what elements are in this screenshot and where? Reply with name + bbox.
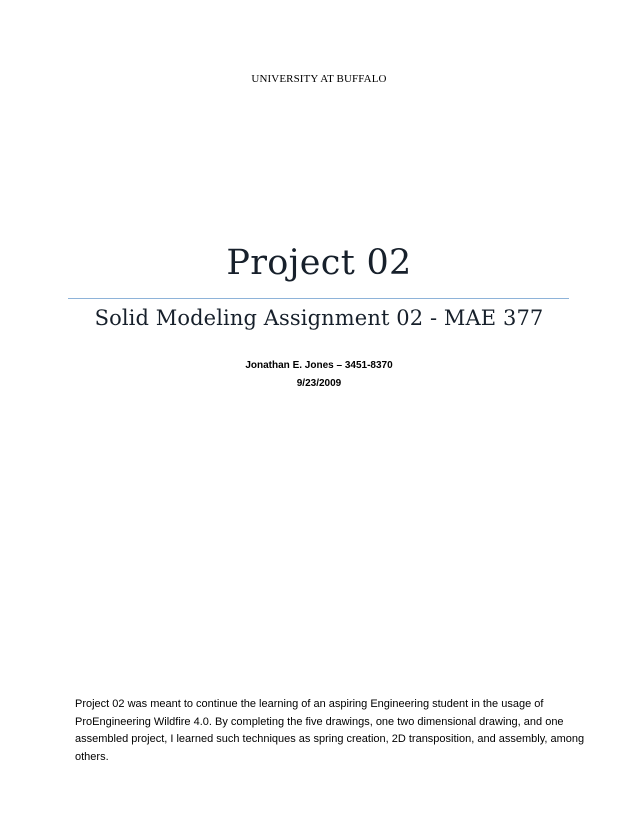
title-divider: [68, 298, 569, 299]
author-line: Jonathan E. Jones – 3451-8370: [245, 360, 393, 371]
abstract-paragraph: [75, 696, 585, 766]
abstract-line: assembled project, I learned such techniques as spring creation, 2D transposition, and assembly, among: [75, 733, 585, 745]
abstract-line: Project 02 was meant to continue the learning of an aspiring Engineering student in the usage of: [75, 698, 544, 710]
page-subtitle: Solid Modeling Assignment 02 - MAE 377: [94, 306, 544, 330]
page-title: Project 02: [226, 243, 412, 283]
university-name: UNIVERSITY AT BUFFALO: [251, 73, 387, 85]
abstract-line: ProEngineering Wildfire 4.0. By completing the five drawings, one two dimensional drawing, and one: [75, 715, 564, 728]
document-date: 9/23/2009: [296, 378, 342, 389]
abstract-line: others.: [75, 750, 109, 763]
